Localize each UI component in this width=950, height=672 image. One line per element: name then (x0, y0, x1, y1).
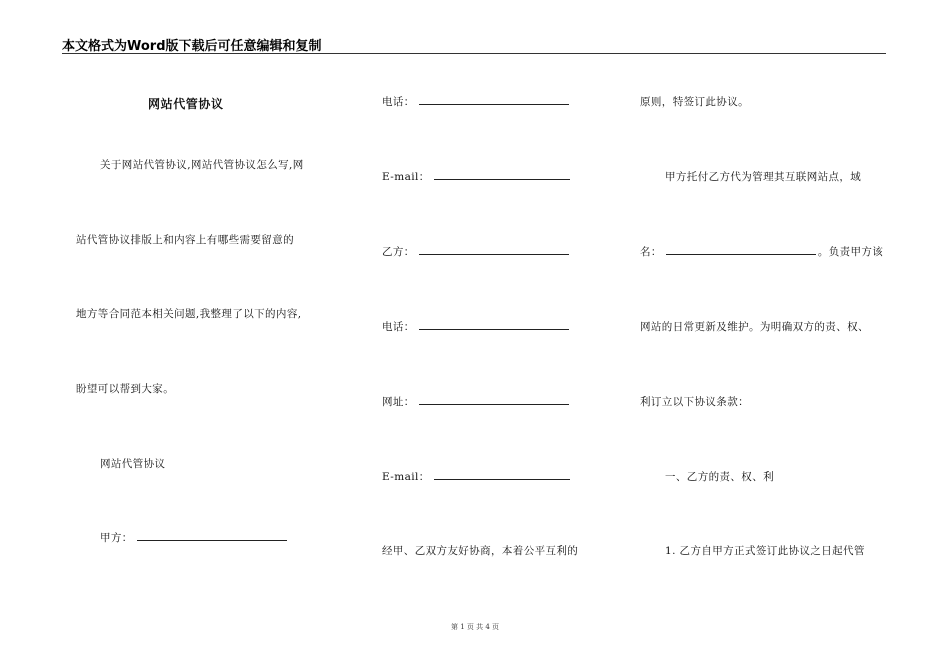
page-number: 第 1 页 共 4 页 (450, 623, 500, 631)
preamble-line-1: 经甲、乙双方友好协商，本着公平互利的 (382, 545, 579, 557)
clause-1-line: 1. 乙方自甲方正式签订此协议之日起代管 (665, 545, 865, 557)
party-a-field (100, 530, 287, 545)
phone-field-1 (382, 94, 569, 109)
party-a-blank-line (137, 531, 287, 541)
header-divider (62, 53, 886, 54)
intro-line-4: 盼望可以帮到大家。 (76, 383, 175, 395)
entrust-line-2: 网站的日常更新及维护。为明确双方的责、权、 (640, 321, 869, 333)
document-title: 网站代管协议 (148, 97, 224, 111)
entrust-line-1: 甲方托付乙方代为管理其互联网站点，域 (665, 171, 862, 183)
phone-blank-line-2 (419, 320, 569, 330)
party-b-label: 乙方： (382, 246, 415, 258)
address-field (382, 394, 569, 409)
email-label-2: E-mail： (382, 471, 430, 483)
email-blank-line-2 (434, 470, 570, 480)
party-b-blank-line (419, 245, 569, 255)
phone-blank-line-1 (419, 95, 569, 105)
section-heading-party-b: 一、乙方的责、权、利 (665, 471, 774, 483)
address-label: 网址： (382, 396, 415, 408)
entrust-line-3: 利订立以下协议条款： (640, 396, 749, 408)
intro-line-2: 站代管协议排版上和内容上有哪些需要留意的 (76, 234, 294, 246)
party-a-label: 甲方： (100, 532, 133, 544)
email-field-2 (382, 469, 570, 484)
phone-field-2 (382, 319, 569, 334)
phone-label-1: 电话： (382, 96, 415, 108)
domain-field-suffix: 。负责甲方该 (817, 246, 884, 258)
agreement-subtitle: 网站代管协议 (100, 458, 166, 470)
party-b-field (382, 244, 569, 259)
phone-label-2: 电话： (382, 321, 415, 333)
email-field-1 (382, 169, 570, 184)
intro-line-1: 关于网站代管协议,网站代管协议怎么写,网 (100, 159, 304, 171)
domain-blank-line (666, 245, 816, 255)
email-label-1: E-mail： (382, 171, 430, 183)
email-blank-line-1 (434, 170, 570, 180)
domain-label: 名： (640, 246, 662, 258)
preamble-line-2: 原则，特签订此协议。 (640, 96, 749, 108)
domain-field (640, 244, 883, 259)
page-header: 本文格式为Word版下载后可任意编辑和复制 (62, 39, 322, 54)
address-blank-line (419, 395, 569, 405)
intro-line-3: 地方等合同范本相关问题,我整理了以下的内容, (76, 308, 302, 320)
